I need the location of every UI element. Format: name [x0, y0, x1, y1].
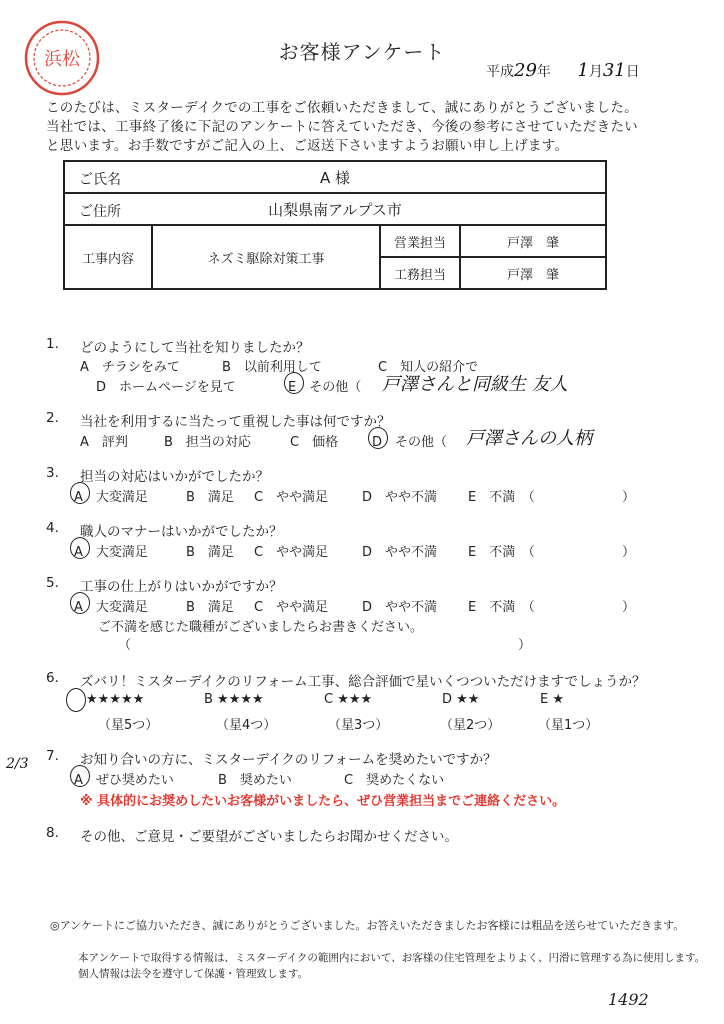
q7-text: お知り合いの方に、ミスターデイクのリフォームを奨めたいですか？ [80, 752, 497, 768]
q3-option-a[interactable]: A 大変満足 [74, 490, 148, 505]
q5-option-e[interactable]: E 不満 （ [468, 600, 535, 615]
q5-text: 工事の仕上がりはいかがですか？ [80, 579, 283, 595]
sales-value: 戸澤 肇 [460, 225, 606, 257]
q7-note: ※ 具体的にお奨めしたいお客様がいましたら、ぜひ営業担当までご連絡ください。 [80, 794, 566, 809]
q6-selected-circle [66, 688, 86, 712]
name-label: ご氏名 [79, 172, 121, 188]
q1-number: 1. [46, 336, 59, 352]
q4-option-e-close: ） [622, 545, 636, 560]
q4-option-d[interactable]: D やや不満 [362, 545, 438, 560]
q3-option-b[interactable]: B 満足 [186, 490, 234, 505]
q1-option-b[interactable]: B 以前利用して [222, 360, 322, 375]
q6-number: 6. [46, 670, 59, 686]
q3-number: 3. [46, 465, 59, 481]
q5-option-a[interactable]: A 大変満足 [74, 600, 148, 615]
q2-option-a[interactable]: A 評判 [80, 435, 128, 450]
q5-option-d[interactable]: D やや不満 [362, 600, 438, 615]
page-title: お客様アンケート [278, 40, 446, 64]
q2-number: 2. [46, 410, 59, 426]
q6-option-b[interactable]: B ★★★★ [204, 692, 264, 707]
q5-number: 5. [46, 575, 59, 591]
q6-option-e-sub: （星1つ） [538, 718, 599, 733]
q1-option-e[interactable]: E その他（ [288, 380, 362, 395]
q2-answer: 戸澤さんの人柄 [466, 428, 592, 449]
construction-value: 戸澤 肇 [460, 257, 606, 289]
name-value: A 様 [319, 168, 351, 187]
q7-option-c[interactable]: C 奨めたくない [344, 773, 445, 788]
work-value: ネズミ駆除対策工事 [152, 225, 380, 289]
q4-option-e[interactable]: E 不満 （ [468, 545, 535, 560]
footer-thanks: ◎アンケートにご協力いただき、誠にありがとうございました。お答えいただきましたお客様には粗品を送らせていただきます。 [50, 919, 685, 932]
q6-option-a-sub: （星5つ） [98, 718, 159, 733]
q6-option-c[interactable]: C ★★★ [324, 692, 373, 707]
customer-info-table [63, 160, 607, 290]
q3-option-e-close: ） [622, 490, 636, 505]
q5-open-paren: （ [118, 638, 132, 653]
q5-close-paren: ） [518, 638, 532, 653]
q6-option-d[interactable]: D ★★ [442, 692, 480, 707]
q1-option-c[interactable]: C 知人の紹介で [378, 360, 479, 375]
q4-option-a[interactable]: A 大変満足 [74, 545, 148, 560]
q4-option-b[interactable]: B 満足 [186, 545, 234, 560]
intro-line-2: 当社では、工事終了後に下記のアンケートに答えていただき、今後の参考にさせていただきたい [46, 119, 639, 135]
q2-option-d[interactable]: D その他（ [372, 435, 448, 450]
work-label: 工事内容 [64, 225, 152, 289]
q6-text: ズバリ！ミスターデイクのリフォーム工事、総合評価で星いくつついただけますでしょうか？ [80, 674, 646, 690]
q4-number: 4. [46, 520, 59, 536]
q1-answer: 戸澤さんと同級生 友人 [382, 374, 568, 395]
q8-text: その他、ご意見・ご要望がございましたらお聞かせください。 [80, 829, 458, 845]
footer-privacy-2: 個人情報は法令を遵守して保護・管理致します。 [78, 968, 309, 980]
q8-number: 8. [46, 825, 59, 841]
q3-text: 担当の対応はいかがでしたか？ [80, 469, 269, 485]
q7-option-a[interactable]: A ぜひ奨めたい [74, 773, 174, 788]
q1-option-a[interactable]: A チラシをみて [80, 360, 180, 375]
q6-option-c-sub: （星3つ） [328, 718, 389, 733]
q6-option-b-sub: （星4つ） [216, 718, 277, 733]
q2-option-b[interactable]: B 担当の対応 [164, 435, 251, 450]
q3-option-d[interactable]: D やや不満 [362, 490, 438, 505]
page-number: 1492 [608, 990, 649, 1009]
q6-option-a[interactable]: ★★★★★ [86, 692, 145, 707]
q4-option-c[interactable]: C やや満足 [254, 545, 329, 560]
footer-privacy-1: 本アンケートで取得する情報は、ミスターデイクの範囲内において、お客様の住宅管理をよりよく、円滑に管理する為に使用します。 [78, 952, 706, 964]
sales-label: 営業担当 [380, 225, 460, 257]
q5-option-b[interactable]: B 満足 [186, 600, 234, 615]
address-label: ご住所 [79, 204, 121, 220]
margin-note: 2/3 [6, 756, 29, 772]
q3-option-c[interactable]: C やや満足 [254, 490, 329, 505]
q6-option-d-sub: （星2つ） [440, 718, 501, 733]
q4-text: 職人のマナーはいかがでしたか？ [80, 524, 283, 540]
intro-line-3: と思います。お手数ですがご記入の上、ご返送下さいますようお願い申し上げます。 [46, 138, 569, 154]
q2-option-c[interactable]: C 価格 [290, 435, 339, 450]
q7-number: 7. [46, 748, 59, 764]
q3-option-e[interactable]: E 不満 （ [468, 490, 535, 505]
q5-option-e-close: ） [622, 600, 636, 615]
q2-text: 当社を利用するに当たって重視した事は何ですか？ [80, 414, 391, 430]
q5-subtext: ご不満を感じた職種がございましたらお書きください。 [98, 620, 424, 635]
q6-option-e[interactable]: E ★ [540, 692, 565, 707]
intro-line-1: このたびは、ミスターデイクでの工事をご依頼いただきまして、誠にありがとうございました。 [46, 100, 638, 116]
construction-label: 工務担当 [380, 257, 460, 289]
q1-text: どのようにして当社を知りましたか？ [80, 340, 310, 356]
q1-option-d[interactable]: D ホームページを見て [96, 380, 236, 395]
survey-date: 平成29年 1月31日 [486, 60, 640, 81]
address-value: 山梨県南アルプス市 [268, 200, 402, 219]
q5-option-c[interactable]: C やや満足 [254, 600, 329, 615]
q7-option-b[interactable]: B 奨めたい [218, 773, 292, 788]
svg-text:浜松: 浜松 [44, 49, 80, 70]
